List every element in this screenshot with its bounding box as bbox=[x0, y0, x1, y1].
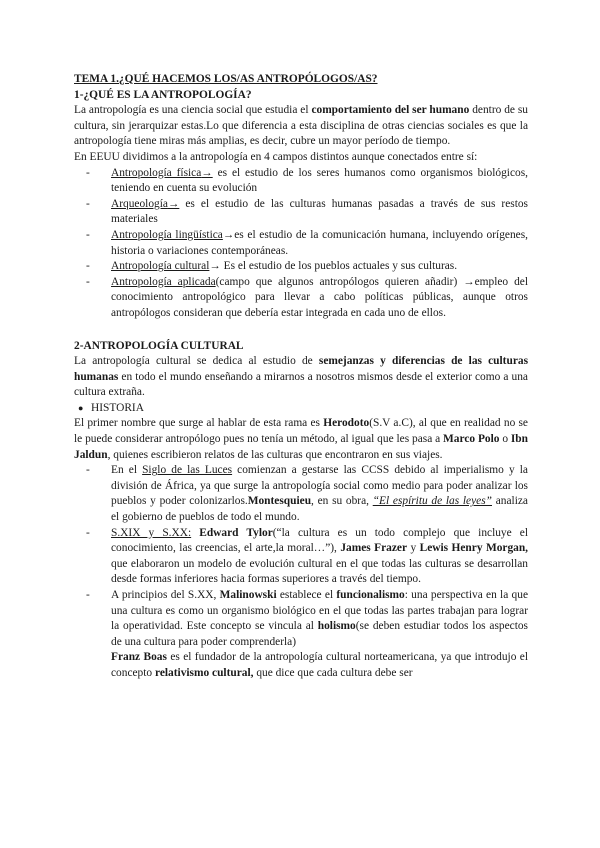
paragraph-history bbox=[74, 416, 528, 463]
bold-name: Ibn Jaldun bbox=[74, 433, 528, 461]
underlined-term: Antropología cultural bbox=[111, 260, 210, 273]
underlined-term: Antropología lingüística bbox=[111, 228, 223, 241]
text-span: en todo el mundo enseñando a mirarnos a nosotros mismos desde el exterior como a una cultura extraña. bbox=[74, 370, 528, 399]
bold-name: Lewis Henry Morgan, bbox=[419, 542, 529, 555]
fields-list bbox=[74, 166, 528, 322]
text-span: (se deben estudiar todos los aspectos de una cultura para poder comprenderla) bbox=[111, 620, 528, 648]
text-span: establece el bbox=[276, 589, 337, 601]
text-span: analiza el gobierno de pueblos de todo el mundo. bbox=[111, 495, 528, 524]
bold-term: funcionalismo bbox=[336, 589, 405, 601]
book-title: “El espíritu de las leyes” bbox=[372, 495, 492, 508]
bold-term: semejanzas y diferencias de las culturas humanas bbox=[74, 355, 528, 383]
text-span: En el bbox=[111, 464, 143, 477]
text-span: es el estudio de las culturas humanas pasadas a través de sus restos materiales bbox=[111, 197, 528, 226]
text-span: que elaboraron un modelo de evolución cultural en el que todas las culturas se desarrollan desde formas inferiores hacia formas superiores a través del tiempo. bbox=[111, 557, 528, 586]
underlined-term: Antropología aplicada bbox=[111, 275, 216, 288]
text-span: comienzan a gestarse las CCSS debido al imperialismo y la división de África, ya que surge la antropología social como medio para poder analizar los pueblos y poder colonizarlos. bbox=[111, 464, 528, 508]
bold-term: relativismo cultural, bbox=[154, 666, 254, 679]
text-span: es el fundador de la antropología cultural norteamericana, ya que introdujo el concepto bbox=[111, 651, 528, 679]
text-span: que dice que cada cultura debe ser bbox=[253, 666, 413, 679]
arrow-glyph: → bbox=[201, 166, 213, 179]
list-item bbox=[74, 463, 528, 525]
text-span: El primer nombre que surge al hablar de esta rama es bbox=[74, 417, 324, 430]
history-label: HISTORIA bbox=[91, 401, 144, 414]
dash-bullet: - bbox=[86, 260, 90, 273]
list-item bbox=[74, 166, 528, 197]
dash-bullet: - bbox=[86, 589, 90, 601]
bold-name: Marco Polo bbox=[443, 433, 500, 446]
list-item bbox=[74, 275, 528, 322]
text-span: , quienes escribieron relatos de las culturas que encontraron en sus viajes. bbox=[107, 448, 443, 461]
arrow-glyph: → bbox=[222, 228, 235, 241]
text-span: : una perspectiva en la que una cultura es como un organismo biológico en el que todas las partes trabajan para lograr la operatividad. Este concepto se vincula al bbox=[111, 589, 528, 633]
bold-name: James Frazer bbox=[340, 542, 408, 555]
text-span: y bbox=[407, 542, 420, 555]
dash-bullet: - bbox=[86, 197, 90, 210]
dash-bullet: - bbox=[86, 464, 90, 477]
text-span: es el estudio de la comunicación humana, incluyendo orígenes, historia o variaciones contemporáneas. bbox=[111, 228, 528, 257]
text-span: La antropología cultural se dedica al estudio de bbox=[74, 355, 319, 368]
document-title: TEMA 1.¿QUÉ HACEMOS LOS/AS ANTROPÓLOGOS/AS? bbox=[74, 73, 378, 85]
bold-name: Franz Boas bbox=[111, 651, 167, 664]
list-item bbox=[74, 197, 528, 228]
list-item bbox=[74, 259, 528, 275]
bold-term: comportamiento del ser humano bbox=[311, 104, 470, 117]
text-span: Es el estudio de los pueblos actuales y sus culturas. bbox=[220, 260, 458, 273]
bold-term: holismo bbox=[317, 620, 356, 633]
paragraph-eeuu: En EEUU dividimos a la antropología en 4 campos distintos aunque conectados entre sí: bbox=[74, 150, 478, 163]
text-span: dentro de su cultura, sin jerarquizar estas.Lo que diferencia a esta disciplina de otras ciencias sociales es que la antropología tiene miras más amplias, es decir, cubre un mayor período de tiempo. bbox=[74, 104, 528, 148]
history-subheading bbox=[74, 401, 528, 417]
text-span: A principios del S.XX, bbox=[111, 589, 220, 601]
bold-name: Malinowski bbox=[219, 589, 277, 601]
paragraph-definition bbox=[74, 103, 528, 150]
arrow-glyph: → bbox=[167, 197, 180, 210]
section-heading-1: 1-¿QUÉ ES LA ANTROPOLOGÍA? bbox=[74, 88, 252, 101]
document-page bbox=[74, 72, 528, 682]
text-span: (“la cultura es un todo complejo que incluye el conocimiento, las creencias, el arte,la moral…”), bbox=[111, 526, 529, 555]
paragraph-boas bbox=[74, 650, 528, 681]
text-span: es el estudio de los seres humanos como organismos biológicos, teniendo en cuenta su evolución bbox=[111, 166, 528, 195]
text-span: , en su obra, bbox=[311, 495, 373, 508]
arrow-glyph: → bbox=[209, 260, 221, 273]
underlined-term: S.XIX y S.XX: bbox=[111, 526, 192, 539]
list-item bbox=[74, 228, 528, 259]
list-item bbox=[74, 526, 528, 588]
list-item bbox=[74, 588, 528, 650]
underlined-term: Arqueología bbox=[111, 197, 168, 210]
bold-name: Herodoto bbox=[323, 417, 370, 430]
text-span: o bbox=[499, 433, 511, 446]
text-span: La antropología es una ciencia social que estudia el bbox=[74, 104, 312, 117]
bullet-dot-icon: ● bbox=[78, 402, 84, 413]
dash-bullet: - bbox=[86, 166, 90, 179]
paragraph-cultural bbox=[74, 354, 528, 401]
dash-bullet: - bbox=[86, 526, 90, 539]
dash-bullet: - bbox=[86, 228, 90, 241]
bold-name: Montesquieu bbox=[247, 495, 312, 508]
bold-name: Edward Tylor bbox=[199, 526, 273, 539]
dash-bullet: - bbox=[86, 275, 90, 288]
history-list bbox=[74, 463, 528, 650]
text-span: (S.V a.C), al que en realidad no se le puede considerar antropólogo pues no tenía un método, al igual que les pasa a bbox=[74, 417, 528, 446]
text-span: (campo que algunos antropólogos quieren añadir) →empleo del conocimiento antropológico para llevar a cabo políticas públicas, aunque otros antropólogos consideran que debería estar integrada en cada uno de ellos. bbox=[111, 275, 528, 319]
underlined-term: Antropología física bbox=[111, 166, 202, 179]
underlined-term: Siglo de las Luces bbox=[142, 464, 233, 477]
section-heading-2: 2-ANTROPOLOGÍA CULTURAL bbox=[74, 339, 244, 352]
